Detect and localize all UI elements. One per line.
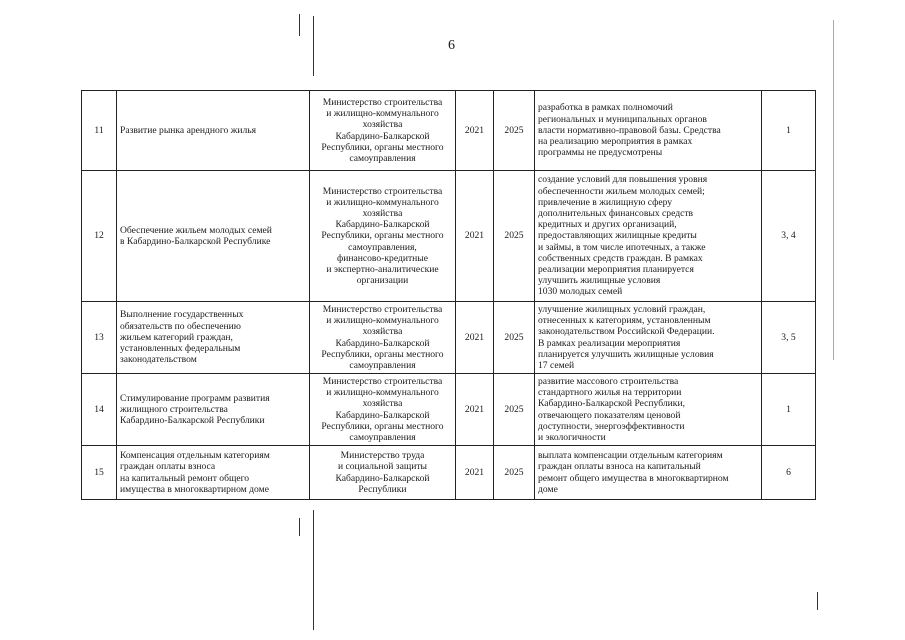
executor: Министерство строительства и жилищно-коммунального хозяйства Кабардино-Балкарской Республики, органы местного самоуправления bbox=[310, 374, 456, 446]
scan-line-left bbox=[299, 14, 300, 36]
end-year: 2025 bbox=[494, 91, 535, 171]
row-number: 14 bbox=[82, 374, 117, 446]
measure-name: Стимулирование программ развития жилищного строительства Кабардино-Балкарской Республики bbox=[117, 374, 310, 446]
table-row bbox=[82, 171, 816, 302]
scan-line-center bbox=[313, 16, 314, 76]
executor: Министерство строительства и жилищно-коммунального хозяйства Кабардино-Балкарской Республики, органы местного самоуправления, финансово-кредитные и экспертно-аналитические организации bbox=[310, 171, 456, 302]
end-year: 2025 bbox=[494, 171, 535, 302]
indicators: 1 bbox=[762, 91, 816, 171]
scan-line-center-lower bbox=[313, 510, 314, 630]
page-number: 6 bbox=[448, 38, 455, 53]
indicators: 3, 4 bbox=[762, 171, 816, 302]
measures-table bbox=[81, 90, 816, 500]
table-row bbox=[82, 374, 816, 446]
measure-name: Развитие рынка арендного жилья bbox=[117, 91, 310, 171]
indicators: 6 bbox=[762, 446, 816, 500]
expected-result: разработка в рамках полномочий региональных и муниципальных органов власти нормативно-правовой базы. Средства на реализацию мероприятия в рамках программы не предусмотрены bbox=[535, 91, 762, 171]
executor: Министерство строительства и жилищно-коммунального хозяйства Кабардино-Балкарской Республики, органы местного самоуправления bbox=[310, 302, 456, 374]
end-year: 2025 bbox=[494, 302, 535, 374]
scan-line-right bbox=[833, 20, 834, 360]
row-number: 12 bbox=[82, 171, 117, 302]
row-number: 13 bbox=[82, 302, 117, 374]
table-row bbox=[82, 446, 816, 500]
start-year: 2021 bbox=[456, 374, 494, 446]
end-year: 2025 bbox=[494, 446, 535, 500]
expected-result: развитие массового строительства стандартного жилья на территории Кабардино-Балкарской Республики, отвечающего показателям ценовой доступности, энергоэффективности и экологичности bbox=[535, 374, 762, 446]
indicators: 3, 5 bbox=[762, 302, 816, 374]
start-year: 2021 bbox=[456, 302, 494, 374]
start-year: 2021 bbox=[456, 171, 494, 302]
expected-result: выплата компенсации отдельным категориям граждан оплаты взноса на капитальный ремонт общего имущества в многоквартирном доме bbox=[535, 446, 762, 500]
measure-name: Компенсация отдельным категориям граждан оплаты взноса на капитальный ремонт общего имущества в многоквартирном доме bbox=[117, 446, 310, 500]
scan-line-left-lower bbox=[299, 518, 300, 536]
start-year: 2021 bbox=[456, 91, 494, 171]
table-row bbox=[82, 91, 816, 171]
expected-result: улучшение жилищных условий граждан, отнесенных к категориям, установленным законодательством Российской Федерации. В рамках реализации мероприятия планируется улучшить жилищные условия 17 семей bbox=[535, 302, 762, 374]
scan-line-right-lower bbox=[817, 592, 818, 610]
table-row bbox=[82, 302, 816, 374]
row-number: 11 bbox=[82, 91, 117, 171]
executor: Министерство строительства и жилищно-коммунального хозяйства Кабардино-Балкарской Республики, органы местного самоуправления bbox=[310, 91, 456, 171]
end-year: 2025 bbox=[494, 374, 535, 446]
start-year: 2021 bbox=[456, 446, 494, 500]
row-number: 15 bbox=[82, 446, 117, 500]
indicators: 1 bbox=[762, 374, 816, 446]
expected-result: создание условий для повышения уровня обеспеченности жильем молодых семей; привлечение в жилищную сферу дополнительных финансовых средств кредитных и других организаций, предоставляющих жилищные кредиты и займы, в том числе ипотечных, а также собственных средств граждан. В рамках реализации мероприятия планируется улучшить жилищные условия 1030 молодых семей bbox=[535, 171, 762, 302]
executor: Министерство труда и социальной защиты Кабардино-Балкарской Республики bbox=[310, 446, 456, 500]
measure-name: Выполнение государственных обязательств по обеспечению жильем категорий граждан, установленных федеральным законодательством bbox=[117, 302, 310, 374]
measure-name: Обеспечение жильем молодых семей в Кабардино-Балкарской Республике bbox=[117, 171, 310, 302]
